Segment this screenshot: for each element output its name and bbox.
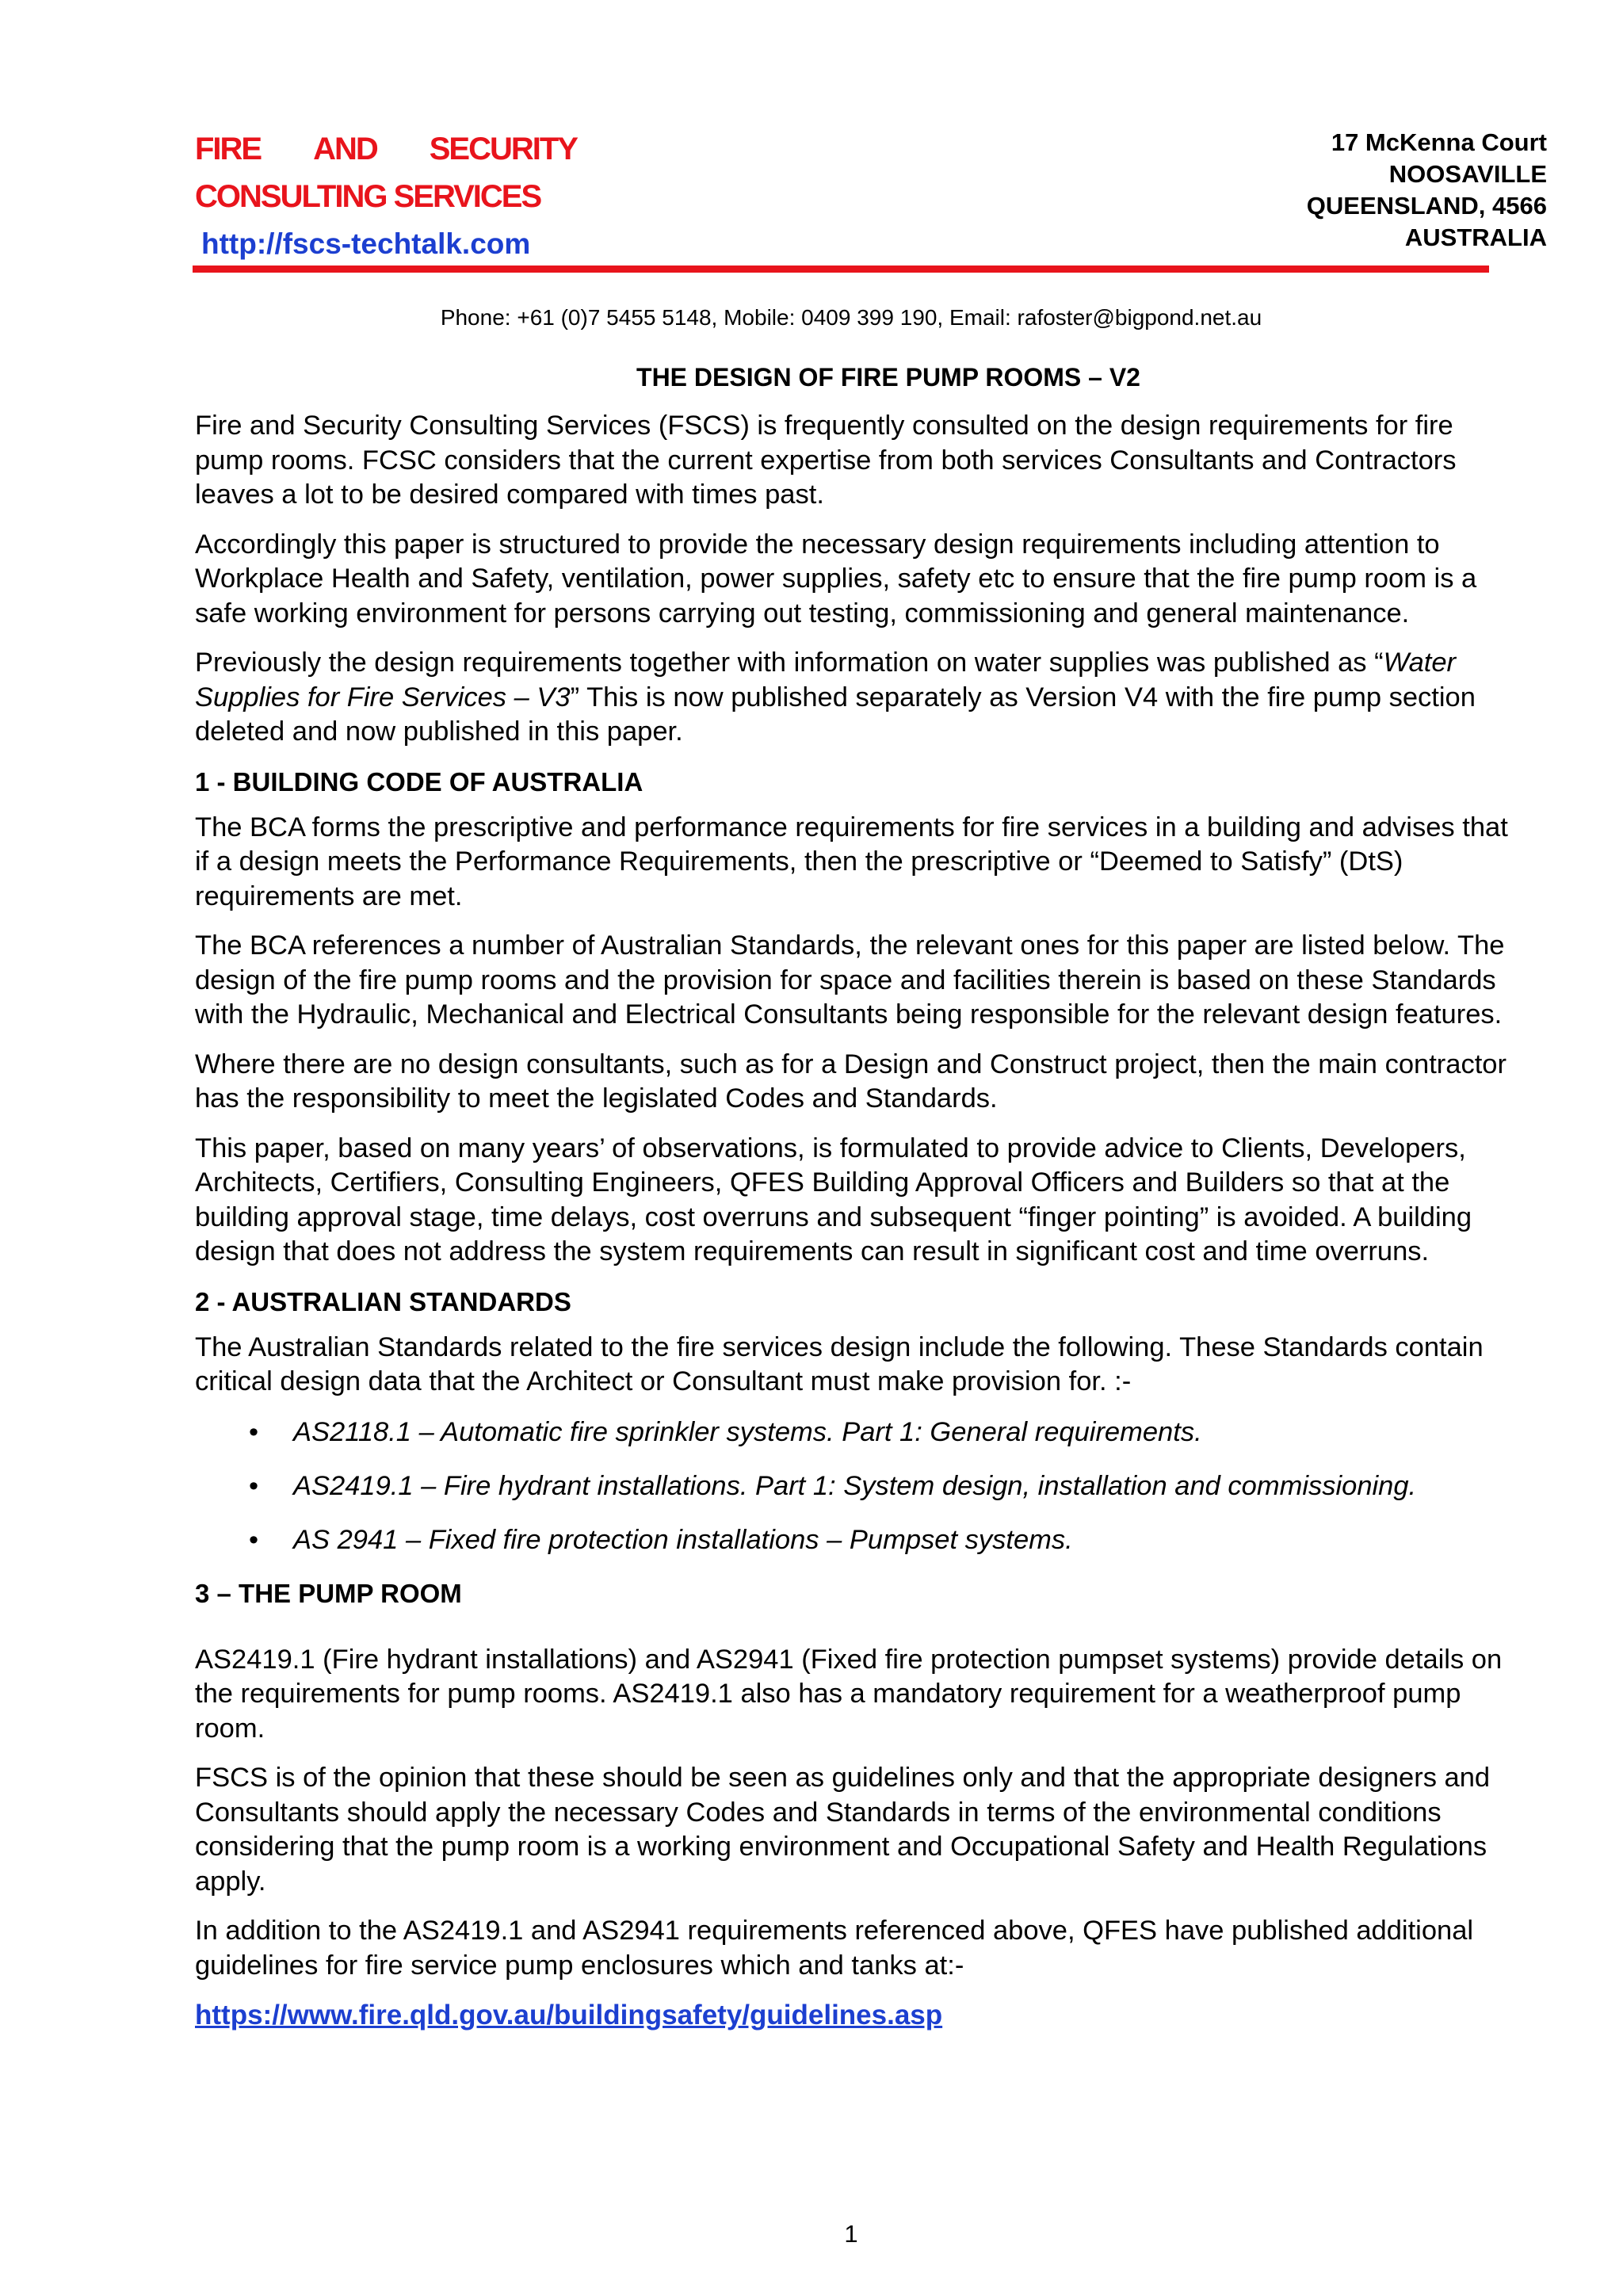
address-line: AUSTRALIA xyxy=(1404,223,1547,251)
bullet-icon: • xyxy=(249,1416,259,1447)
page-number: 1 xyxy=(844,2220,858,2248)
list-item-text: AS2419.1 – Fire hydrant installations. Part 1: System design, installation and commissioning. xyxy=(293,1470,1417,1501)
qfes-guidelines-link[interactable]: https://www.fire.qld.gov.au/buildingsafety/guidelines.asp xyxy=(195,2000,943,2030)
company-logo-text xyxy=(195,125,577,268)
bullet-icon: • xyxy=(249,1524,259,1555)
section3-paragraph: AS2419.1 (Fire hydrant installations) and AS2941 (Fixed fire protection pumpset systems) provide details on the requirements for pump rooms. AS2419.1 also has a mandatory requirement for a weatherproof pump room. xyxy=(195,1644,1503,1744)
company-name-line-2: CONSULTING SERVICES xyxy=(195,179,541,214)
previous-publication-paragraph xyxy=(195,646,1510,750)
postal-address xyxy=(1307,127,1547,254)
address-line: QUEENSLAND, 4566 xyxy=(1306,192,1547,220)
header-divider xyxy=(193,266,1489,273)
standards-list xyxy=(195,1415,1510,1557)
section-heading-pump-room: 3 – THE PUMP ROOM xyxy=(195,1578,462,1608)
section-heading-australian-standards: 2 - AUSTRALIAN STANDARDS xyxy=(195,1286,571,1316)
section2-paragraph: The Australian Standards related to the fire services design include the following. These Standards contain critical design data that the Architect or Consultant must make provision for. :- xyxy=(195,1331,1484,1396)
list-item xyxy=(195,1469,1510,1503)
address-line: 17 McKenna Court xyxy=(1331,128,1547,156)
section3-paragraph: In addition to the AS2419.1 and AS2941 requirements referenced above, QFES have published additional guidelines for fire service pump enclosures which and tanks at:- xyxy=(195,1916,1474,1981)
section1-paragraph: The BCA references a number of Australian Standards, the relevant ones for this paper are listed below. The design of the fire pump rooms and the provision for space and facilities therein is based on these Standards with the Hydraulic, Mechanical and Electrical Consultants being responsible for the relevant design features. xyxy=(195,930,1505,1030)
bullet-icon: • xyxy=(249,1470,259,1501)
section1-paragraph: The BCA forms the prescriptive and performance requirements for fire services in a building and advises that if a design meets the Performance Requirements, then the prescriptive or “Deemed to Satisfy” (DtS) requirements are met. xyxy=(195,812,1508,911)
previous-publication-title: Water Supplies for Fire Services – V3 xyxy=(195,648,1457,712)
section-spacer xyxy=(195,1622,1510,1643)
previous-text-after: ” This is now published separately as Version V4 with the fire pump section deleted and now published in this paper. xyxy=(195,682,1476,747)
company-word-security: SECURITY xyxy=(429,132,577,166)
section1-paragraph: This paper, based on many years’ of observations, is formulated to provide advice to Clients, Developers, Architects, Certifiers, Consulting Engineers, QFES Building Approval Officers and Builders so that at the building approval stage, time delays, cost overruns and subsequent “finger pointing” is avoided. A building design that does not address the system requirements can result in significant cost and time overruns. xyxy=(195,1133,1472,1266)
list-item xyxy=(195,1415,1510,1450)
intro-paragraph: Fire and Security Consulting Services (FSCS) is frequently consulted on the design requirements for fire pump rooms. FCSC considers that the current expertise from both services Consultants and Contractors leaves a lot to be desired compared with times past. xyxy=(195,411,1457,510)
company-website-link[interactable]: http://fscs-techtalk.com xyxy=(201,227,531,260)
contact-details: Phone: +61 (0)7 5455 5148, Mobile: 0409 399 190, Email: rafoster@bigpond.net.au xyxy=(440,305,1262,330)
section3-paragraph: FSCS is of the opinion that these should be seen as guidelines only and that the appropriate designers and Consultants should apply the necessary Codes and Standards in terms of the environmental conditions considering that the pump room is a working environment and Occupational Safety and Health Regulations apply. xyxy=(195,1763,1491,1897)
intro-paragraph: Accordingly this paper is structured to provide the necessary design requirements including attention to Workplace Health and Safety, ventilation, power supplies, safety etc to ensure that the fire pump room is a safe working environment for persons carrying out testing, commissioning and general maintenance. xyxy=(195,529,1477,628)
section-heading-building-code: 1 - BUILDING CODE OF AUSTRALIA xyxy=(195,766,643,797)
document-title: THE DESIGN OF FIRE PUMP ROOMS – V2 xyxy=(636,363,1140,392)
section1-paragraph: Where there are no design consultants, such as for a Design and Construct project, then the main contractor has the responsibility to meet the legislated Codes and Standards. xyxy=(195,1049,1507,1114)
previous-text-before: Previously the design requirements together with information on water supplies was published as “ xyxy=(195,648,1384,678)
address-line: NOOSAVILLE xyxy=(1388,160,1547,188)
company-word-and: AND xyxy=(313,132,377,166)
company-name-line-1 xyxy=(195,125,577,173)
document-body xyxy=(195,358,1510,2034)
list-item-text: AS 2941 – Fixed fire protection installations – Pumpset systems. xyxy=(293,1524,1073,1555)
company-word-fire: FIRE xyxy=(195,132,262,166)
list-item xyxy=(195,1522,1510,1557)
list-item-text: AS2118.1 – Automatic fire sprinkler systems. Part 1: General requirements. xyxy=(293,1416,1202,1447)
